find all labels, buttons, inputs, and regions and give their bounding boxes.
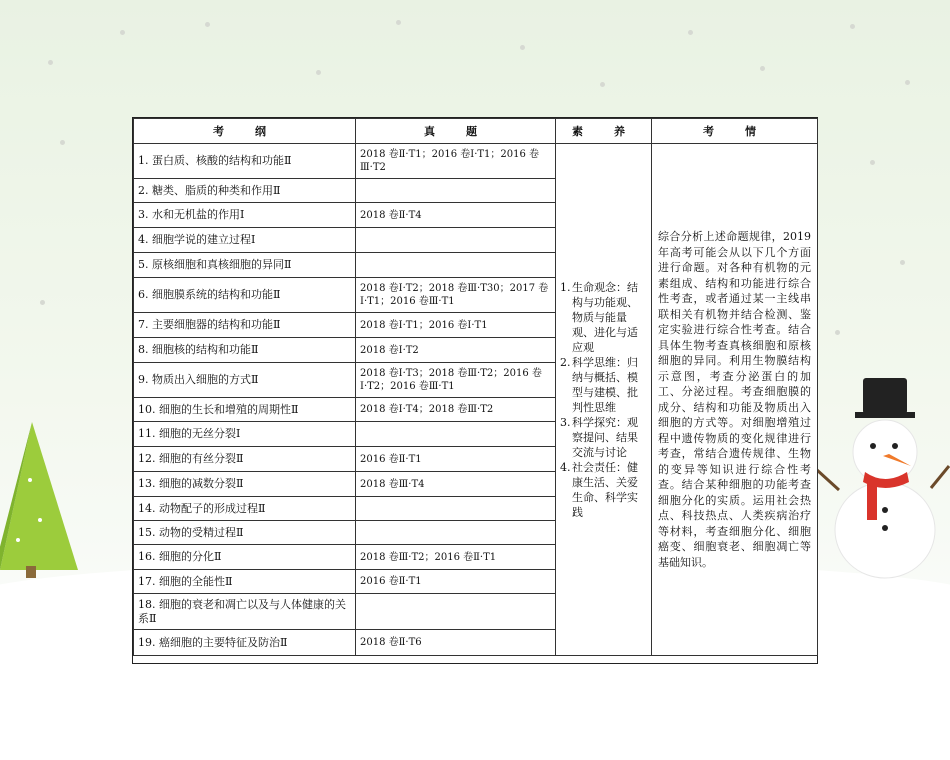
table-row (134, 144, 818, 179)
tree-illustration (0, 380, 110, 580)
snowman-illustration (815, 370, 950, 580)
exam-cell: 2016 卷Ⅱ·T1 (356, 570, 556, 594)
exam-cell: 2018 卷Ⅲ·T2；2016 卷Ⅱ·T1 (356, 545, 556, 570)
outline-cell: 11. 细胞的无丝分裂Ⅰ (134, 422, 356, 447)
outline-cell: 13. 细胞的减数分裂Ⅱ (134, 472, 356, 497)
exam-cell: 2018 卷Ⅰ·T4；2018 卷Ⅲ·T2 (356, 398, 556, 422)
header-analysis: 考 情 (652, 119, 818, 144)
outline-cell: 18. 细胞的衰老和凋亡以及与人体健康的关系Ⅱ (134, 594, 356, 630)
exam-cell (356, 594, 556, 630)
outline-cell: 3. 水和无机盐的作用Ⅰ (134, 203, 356, 228)
outline-cell: 19. 癌细胞的主要特征及防治Ⅱ (134, 630, 356, 656)
outline-cell: 5. 原核细胞和真核细胞的异同Ⅱ (134, 253, 356, 278)
literacy-item: 2. 科学思维：归纳与概括、模型与建模、批判性思维 (560, 355, 638, 414)
exam-outline-table (133, 118, 818, 656)
exam-cell: 2018 卷Ⅰ·T2 (356, 338, 556, 363)
outline-cell: 14. 动物配子的形成过程Ⅱ (134, 497, 356, 521)
exam-cell: 2016 卷Ⅱ·T1 (356, 447, 556, 472)
exam-cell (356, 497, 556, 521)
literacy-cell (556, 144, 652, 656)
exam-cell: 2018 卷Ⅰ·T1；2016 卷Ⅰ·T1 (356, 313, 556, 338)
outline-cell: 17. 细胞的全能性Ⅱ (134, 570, 356, 594)
outline-cell: 2. 糖类、脂质的种类和作用Ⅱ (134, 179, 356, 203)
table-header-row (134, 119, 818, 144)
exam-cell: 2018 卷Ⅱ·T6 (356, 630, 556, 656)
exam-cell (356, 422, 556, 447)
header-exam: 真 题 (356, 119, 556, 144)
exam-cell: 2018 卷Ⅰ·T2；2018 卷Ⅲ·T30；2017 卷Ⅰ·T1；2016 卷Ⅲ·T1 (356, 278, 556, 313)
literacy-item: 4. 社会责任：健康生活、关爱生命、科学实践 (560, 460, 638, 519)
exam-outline-table-sheet (132, 117, 818, 664)
literacy-item: 1. 生命观念：结构与功能观、物质与能量观、进化与适应观 (560, 280, 638, 354)
outline-cell: 8. 细胞核的结构和功能Ⅱ (134, 338, 356, 363)
outline-cell: 4. 细胞学说的建立过程Ⅰ (134, 228, 356, 253)
literacy-item: 3. 科学探究：观察提问、结果交流与讨论 (560, 415, 638, 459)
outline-cell: 16. 细胞的分化Ⅱ (134, 545, 356, 570)
exam-cell (356, 521, 556, 545)
outline-cell: 12. 细胞的有丝分裂Ⅱ (134, 447, 356, 472)
outline-cell: 7. 主要细胞器的结构和功能Ⅱ (134, 313, 356, 338)
exam-cell: 2018 卷Ⅱ·T1；2016 卷Ⅰ·T1；2016 卷Ⅲ·T2 (356, 144, 556, 179)
outline-cell: 15. 动物的受精过程Ⅱ (134, 521, 356, 545)
exam-cell: 2018 卷Ⅲ·T4 (356, 472, 556, 497)
outline-cell: 10. 细胞的生长和增殖的周期性Ⅱ (134, 398, 356, 422)
exam-cell: 2018 卷Ⅰ·T3；2018 卷Ⅲ·T2；2016 卷Ⅰ·T2；2016 卷Ⅲ·T1 (356, 363, 556, 398)
header-outline: 考 纲 (134, 119, 356, 144)
outline-cell: 9. 物质出入细胞的方式Ⅱ (134, 363, 356, 398)
outline-cell: 1. 蛋白质、核酸的结构和功能Ⅱ (134, 144, 356, 179)
exam-cell (356, 179, 556, 203)
exam-cell (356, 253, 556, 278)
analysis-cell: 综合分析上述命题规律，2019 年高考可能会从以下几个方面进行命题。对各种有机物的元素组成、结构和功能进行综合性考查，或者通过某一主线串联相关有机物并结合检测、鉴定实验进行综合性考查。结合具体生物考查真核细胞和原核细胞的异同。利用生物膜结构示意图，考查分泌蛋白的加工、分泌过程。考查细胞膜的成分、结构和功能及物质出入细胞的方式等。对细胞增殖过程中遗传物质的变化规律进行考查，常结合遗传规律、生物的变异等知识进行综合性考查。结合某种细胞的功能考查细胞分化的实质。运用社会热点、科技热点、人类疾病治疗等材料，考查细胞分化、细胞癌变、细胞衰老、细胞凋亡等基础知识。 (652, 144, 818, 656)
exam-cell (356, 228, 556, 253)
outline-cell: 6. 细胞膜系统的结构和功能Ⅱ (134, 278, 356, 313)
exam-cell: 2018 卷Ⅱ·T4 (356, 203, 556, 228)
header-literacy: 素 养 (556, 119, 652, 144)
